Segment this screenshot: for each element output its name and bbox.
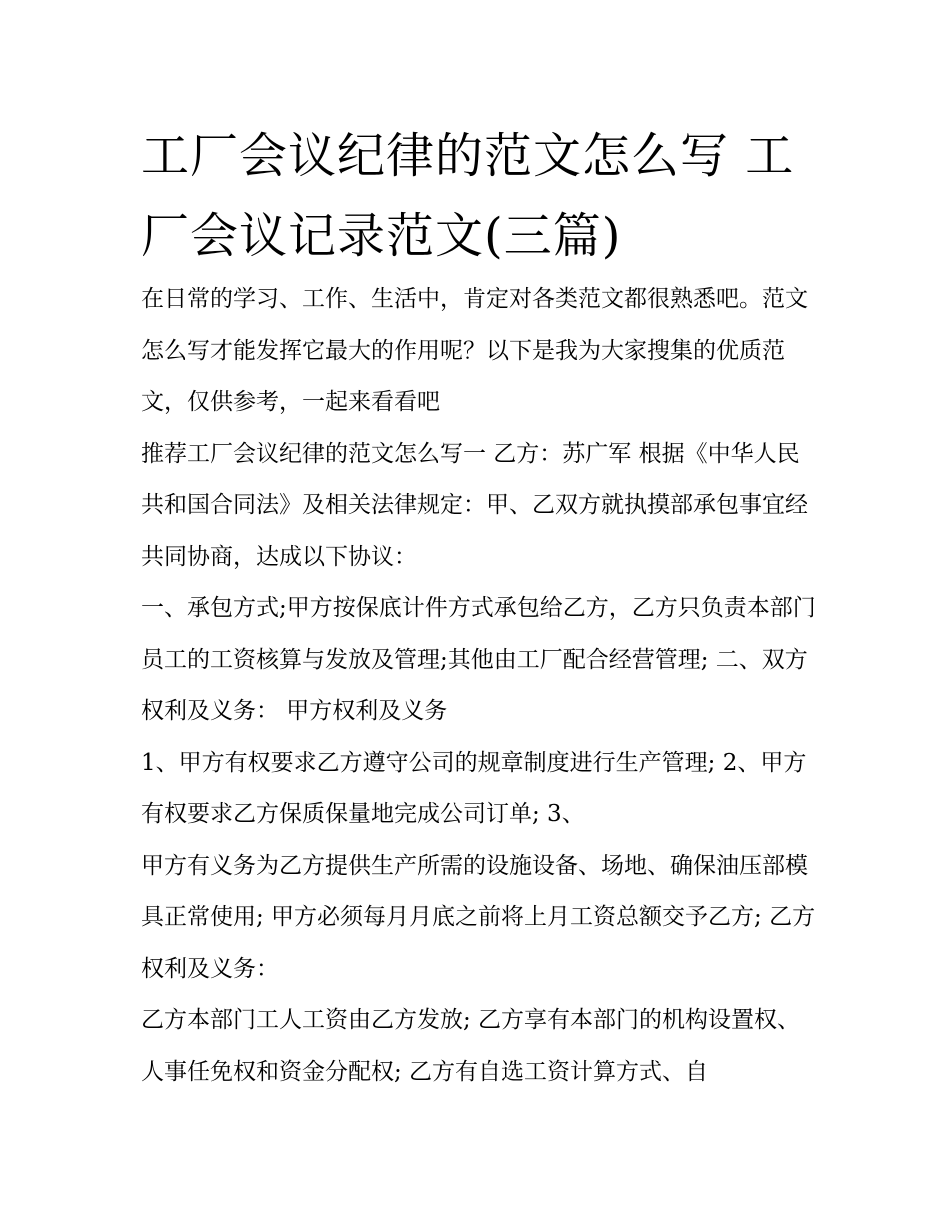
paragraph-parties: 推荐工厂会议纪律的范文怎么写一 乙方：苏广军 根据《中华人民共和国合同法》及相关法律规定：甲、乙双方就执摸部承包事宜经共同协商，达成以下协议： (141, 440, 808, 570)
paragraph-party-a-duties: 甲方有义务为乙方提供生产所需的设施设备、场地、确保油压部模具正常使用; 甲方必须每月月底之前将上月工资总额交予乙方; 乙方权利及义务： (141, 852, 816, 982)
document-body (141, 274, 821, 1098)
paragraph-party-b-rights: 乙方本部门工人工资由乙方发放; 乙方享有本部门的机构设置权、人事任免权和资金分配权; 乙方有自选工资计算方式、自 (141, 1007, 801, 1085)
paragraph-party-a-rights: 1、甲方有权要求乙方遵守公司的规章制度进行生产管理; 2、甲方有权要求乙方保质保量地完成公司订单; 3、 (141, 749, 807, 827)
paragraph-intro: 在日常的学习、工作、生活中，肯定对各类范文都很熟悉吧。范文怎么写才能发挥它最大的作用呢？以下是我为大家搜集的优质范文，仅供参考，一起来看看吧 (141, 286, 808, 415)
paragraph-contract-method: 一、承包方式;甲方按保底计件方式承包给乙方，乙方只负责本部门员工的工资核算与发放及管理;其他由工厂配合经营管理; 二、双方权利及义务： 甲方权利及义务 (141, 595, 816, 724)
document-title: 工厂会议纪律的范文怎么写 工厂会议记录范文(三篇) (141, 128, 795, 264)
